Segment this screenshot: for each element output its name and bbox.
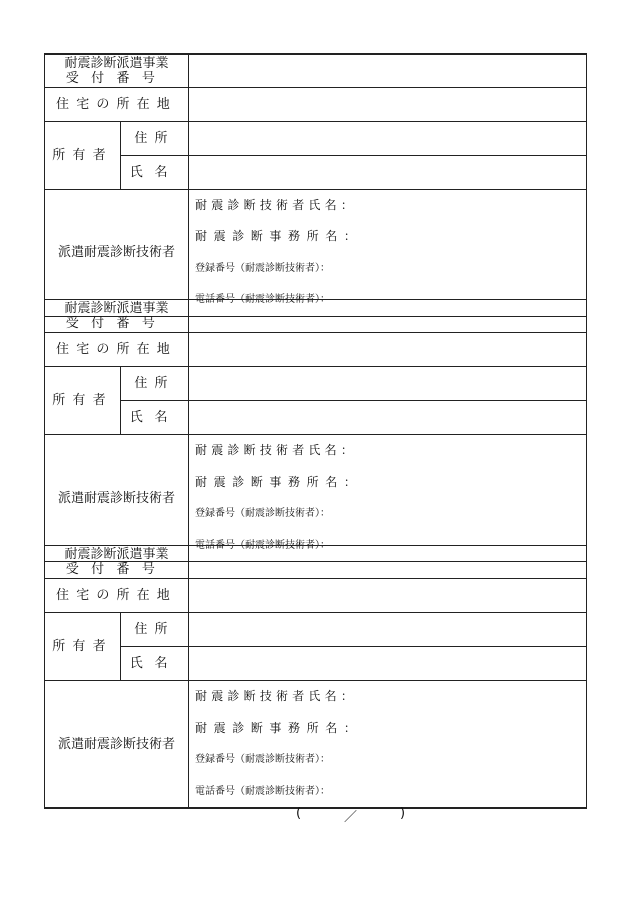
- registration-field[interactable]: [189, 498, 586, 530]
- house-location-field[interactable]: [189, 579, 587, 613]
- reception-label-line2: 受付番号: [65, 70, 168, 86]
- house-location-label: 住宅の所在地: [45, 87, 189, 121]
- tech-name-field[interactable]: [189, 190, 586, 222]
- tech-name-field[interactable]: [189, 435, 586, 467]
- reception-label-line1: 耐震診断派遣事業: [64, 55, 169, 71]
- office-name-field[interactable]: [189, 713, 586, 745]
- technician-label: 派遣耐震診断技術者: [45, 189, 189, 316]
- registration-label: 登録番号（耐震診断技術者）：: [195, 508, 331, 519]
- owner-name-field[interactable]: [189, 155, 587, 189]
- tech-name-label: 耐震診断技術者氏名：: [195, 689, 358, 703]
- phone-field[interactable]: [189, 776, 586, 808]
- owner-label: 所有者: [45, 121, 121, 189]
- form-block-1: [44, 53, 587, 317]
- reception-label-line1: 耐震診断派遣事業: [64, 547, 169, 562]
- technician-label: 派遣耐震診断技術者: [45, 681, 189, 809]
- technician-details: [189, 681, 587, 809]
- owner-name-field[interactable]: [189, 401, 587, 435]
- technician-label: 派遣耐震診断技術者: [45, 435, 189, 562]
- tech-name-field[interactable]: [189, 681, 586, 713]
- form-table: [44, 545, 587, 809]
- house-location-field[interactable]: [189, 333, 587, 367]
- reception-number-field[interactable]: [189, 546, 587, 579]
- office-name-label: 耐震診断事務所名：: [195, 474, 363, 489]
- owner-address-field[interactable]: [189, 613, 587, 647]
- owner-name-label: 氏名: [121, 401, 189, 435]
- technician-details: [189, 189, 587, 316]
- owner-label: 所有者: [45, 367, 121, 435]
- house-location-label: 住宅の所在地: [45, 579, 189, 613]
- form-block-2: [44, 299, 587, 562]
- owner-address-label: 住所: [121, 613, 189, 647]
- close-paren: ): [400, 806, 406, 821]
- registration-label: 登録番号（耐震診断技術者）：: [195, 754, 331, 765]
- reception-number-label: [45, 300, 189, 333]
- office-name-field[interactable]: [189, 221, 586, 253]
- registration-field[interactable]: [189, 253, 586, 285]
- reception-label-line2: 受付番号: [65, 562, 168, 577]
- office-name-label: 耐震診断事務所名：: [195, 720, 363, 735]
- owner-address-field[interactable]: [189, 121, 587, 155]
- phone-label: 電話番号（耐震診断技術者）：: [195, 785, 331, 797]
- house-location-field[interactable]: [189, 87, 587, 121]
- phone-label: 電話番号（耐震診断技術者）：: [195, 539, 331, 551]
- reception-number-label: [45, 546, 189, 579]
- owner-address-field[interactable]: [189, 367, 587, 401]
- reception-number-field[interactable]: [189, 54, 587, 87]
- office-name-label: 耐震診断事務所名：: [195, 229, 363, 243]
- owner-address-label: 住所: [121, 121, 189, 155]
- owner-name-label: 氏名: [121, 155, 189, 189]
- registration-label: 登録番号（耐震診断技術者）：: [195, 262, 331, 274]
- house-location-label: 住宅の所在地: [45, 333, 189, 367]
- reception-label-line2: 受付番号: [65, 316, 168, 331]
- page-slash: ／: [344, 810, 358, 825]
- technician-details: [189, 435, 587, 562]
- phone-label: 電話番号（耐震診断技術者）：: [195, 294, 331, 305]
- reception-label-line1: 耐震診断派遣事業: [64, 301, 169, 316]
- owner-name-field[interactable]: [189, 647, 587, 681]
- owner-name-label: 氏名: [121, 647, 189, 681]
- reception-number-field[interactable]: [189, 300, 587, 333]
- reception-number-label: [45, 54, 189, 87]
- registration-field[interactable]: [189, 744, 586, 776]
- tech-name-label: 耐震診断技術者氏名：: [195, 197, 358, 212]
- form-table: [44, 299, 587, 562]
- tech-name-label: 耐震診断技術者氏名：: [195, 443, 358, 457]
- page-indicator: [0, 806, 630, 826]
- owner-label: 所有者: [45, 613, 121, 681]
- form-table: [44, 53, 587, 317]
- form-block-3: [44, 545, 587, 809]
- open-paren: (: [296, 806, 302, 821]
- office-name-field[interactable]: [189, 467, 586, 499]
- owner-address-label: 住所: [121, 367, 189, 401]
